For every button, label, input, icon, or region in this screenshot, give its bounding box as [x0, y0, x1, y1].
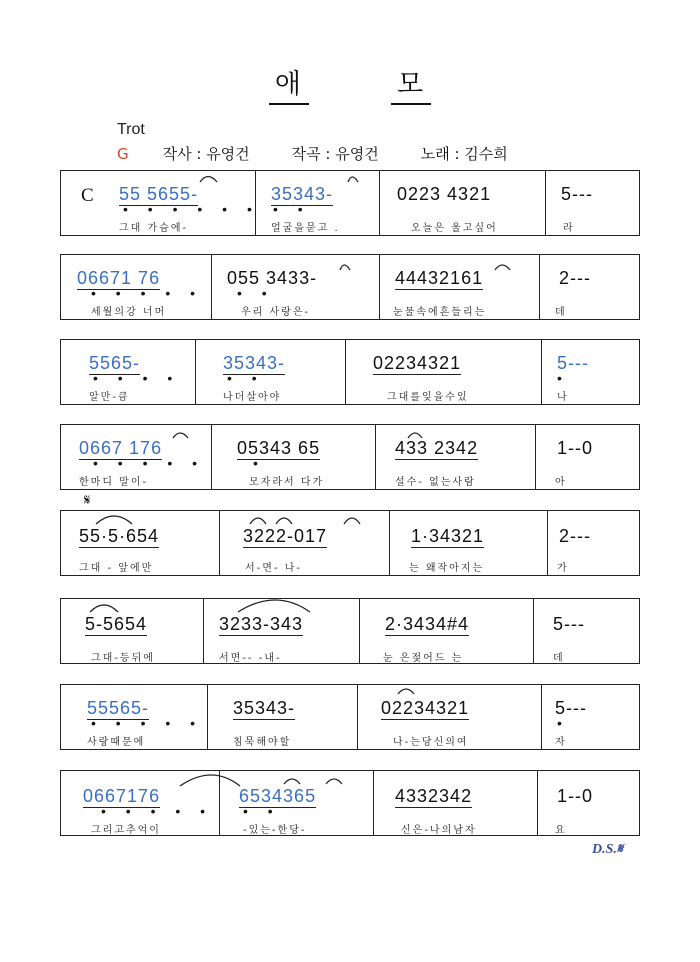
- measure-lyrics: -있는-한당-: [243, 825, 307, 836]
- score-system: 5565- 35343- 02234321 5--- • • • • • • • 알만-큼 나더살아야 그대를잊을수있 나: [60, 339, 640, 405]
- composer-credit: 작곡 : 유영건: [291, 145, 379, 163]
- measure-lyrics: 우리 사랑은-: [241, 307, 311, 318]
- measure-lyrics: 요: [555, 825, 567, 836]
- measure-notes: 35343-: [223, 353, 286, 373]
- measure-notes: 1·34321: [411, 526, 485, 546]
- measure-lyrics: 그대를잊을수있: [387, 392, 469, 403]
- ds-mark: D.S.𝄋: [592, 842, 623, 857]
- measure-lyrics: 나: [557, 392, 569, 403]
- measure-notes: 02234321: [381, 698, 470, 718]
- measure-notes: 4332342: [395, 786, 473, 806]
- measure-notes: 5-5654: [85, 614, 148, 634]
- measure-lyrics: 라: [563, 223, 575, 234]
- measure-notes: 0223 4321: [397, 184, 492, 204]
- measure-notes: 3233-343: [219, 614, 304, 634]
- measure-notes: 2·3434#4: [385, 614, 470, 634]
- score-system: [60, 510, 640, 576]
- measure-lyrics: 서-면- 나-: [245, 563, 302, 574]
- measure-lyrics: 모자라서 다가: [249, 477, 325, 488]
- measure-lyrics: 그대 가슴에-: [119, 223, 189, 234]
- measure-notes: 02234321: [373, 353, 462, 373]
- measure-notes: 35343-: [233, 698, 296, 718]
- measure-notes: 35343-: [271, 184, 334, 204]
- measure-notes: 44432161: [395, 268, 484, 288]
- measure-notes: 06671 76: [77, 268, 161, 288]
- measure-notes: 5565-: [89, 353, 141, 373]
- measure-lyrics: 자: [555, 737, 567, 748]
- measure-notes: 1--0: [557, 786, 594, 806]
- measure-lyrics: 신은-나의남자: [401, 825, 477, 836]
- measure-notes: 55·5·654: [79, 526, 160, 546]
- title-left: 애: [269, 62, 309, 105]
- measure-lyrics: 가: [557, 563, 569, 574]
- measure-notes: 6534365: [239, 786, 317, 806]
- score-system: 0667176 6534365 4332342 1--0 • • • • • • • 그리고추억이 -있는-한당- 신은-나의남자 요: [60, 770, 640, 836]
- measure-lyrics: 눈 은젖어드 는: [383, 653, 464, 664]
- measure-lyrics: 눈물속에흔들리는: [393, 307, 487, 318]
- measure-lyrics: 그대 - 앞에만: [79, 563, 154, 574]
- clef-label: C: [81, 185, 94, 206]
- measure-notes: 5---: [561, 184, 593, 204]
- segno-mark: 𝄋: [84, 493, 91, 509]
- measure-notes: 3222-017: [243, 526, 328, 546]
- measure-lyrics: 사랑때문에: [87, 737, 146, 748]
- measure-notes: 433 2342: [395, 438, 479, 458]
- measure-notes: 5---: [553, 614, 585, 634]
- measure-lyrics: 나-는당신의여: [393, 737, 469, 748]
- score-system: 55565- 35343- 02234321 5--- • • • • • • 사랑때문에 침묵해야할 나-는당신의여 자: [60, 684, 640, 750]
- measure-lyrics: 한마디 말이-: [79, 477, 149, 488]
- song-title: [0, 62, 700, 105]
- title-right: 모: [391, 62, 431, 105]
- measure-lyrics: 데: [553, 653, 565, 664]
- measure-notes: 0667176: [83, 786, 161, 806]
- singer-credit: 노래 : 김수희: [420, 145, 508, 163]
- measure-notes: 0667 176: [79, 438, 163, 458]
- credits-line: [117, 143, 508, 164]
- measure-lyrics: 침묵해야할: [233, 737, 292, 748]
- measure-notes: 05343 65: [237, 438, 321, 458]
- measure-lyrics: 그대-등뒤에: [91, 653, 155, 664]
- lyricist-credit: 작사 : 유영건: [162, 145, 250, 163]
- measure-lyrics: 설수- 없는사람: [395, 477, 476, 488]
- measure-notes: 1--0: [557, 438, 594, 458]
- key-label: G: [117, 145, 129, 163]
- measure-lyrics: 서면-- -내-: [219, 653, 282, 664]
- measure-lyrics: 오늘은 울고싶어: [411, 223, 498, 234]
- score-system: C 55 5655- 35343- 0223 4321 5--- • • • • • • • • 그대 가슴에- 얼굴을묻고 . 오늘은 울고싶어 라: [60, 170, 640, 236]
- measure-lyrics: 아: [555, 477, 567, 488]
- measure-notes: 55 5655-: [119, 184, 199, 204]
- measure-notes: 5---: [557, 353, 589, 373]
- measure-lyrics: 알만-큼: [89, 392, 130, 403]
- measure-lyrics: 그리고추억이: [91, 825, 161, 836]
- measure-notes: 055 3433-: [227, 268, 318, 288]
- score-system: 0667 176 05343 65 433 2342 1--0 • • • • • • 한마디 말이- 모자라서 다가 설수- 없는사람 아: [60, 424, 640, 490]
- measure-notes: 5---: [555, 698, 587, 718]
- measure-notes: 2---: [559, 268, 591, 288]
- measure-notes: 2---: [559, 526, 591, 546]
- style-label: Trot: [117, 121, 145, 138]
- measure-lyrics: 데: [555, 307, 567, 318]
- measure-lyrics: 나더살아야: [223, 392, 282, 403]
- score-system: [60, 598, 640, 664]
- measure-notes: 55565-: [87, 698, 150, 718]
- score-system: 06671 76 055 3433- 44432161 2--- • • • • • • • 세월의강 너머 우리 사랑은- 눈물속에흔들리는 데: [60, 254, 640, 320]
- measure-lyrics: 는 왜작아지는: [409, 563, 485, 574]
- measure-lyrics: 세월의강 너머: [91, 307, 167, 318]
- measure-lyrics: 얼굴을묻고 .: [271, 223, 340, 234]
